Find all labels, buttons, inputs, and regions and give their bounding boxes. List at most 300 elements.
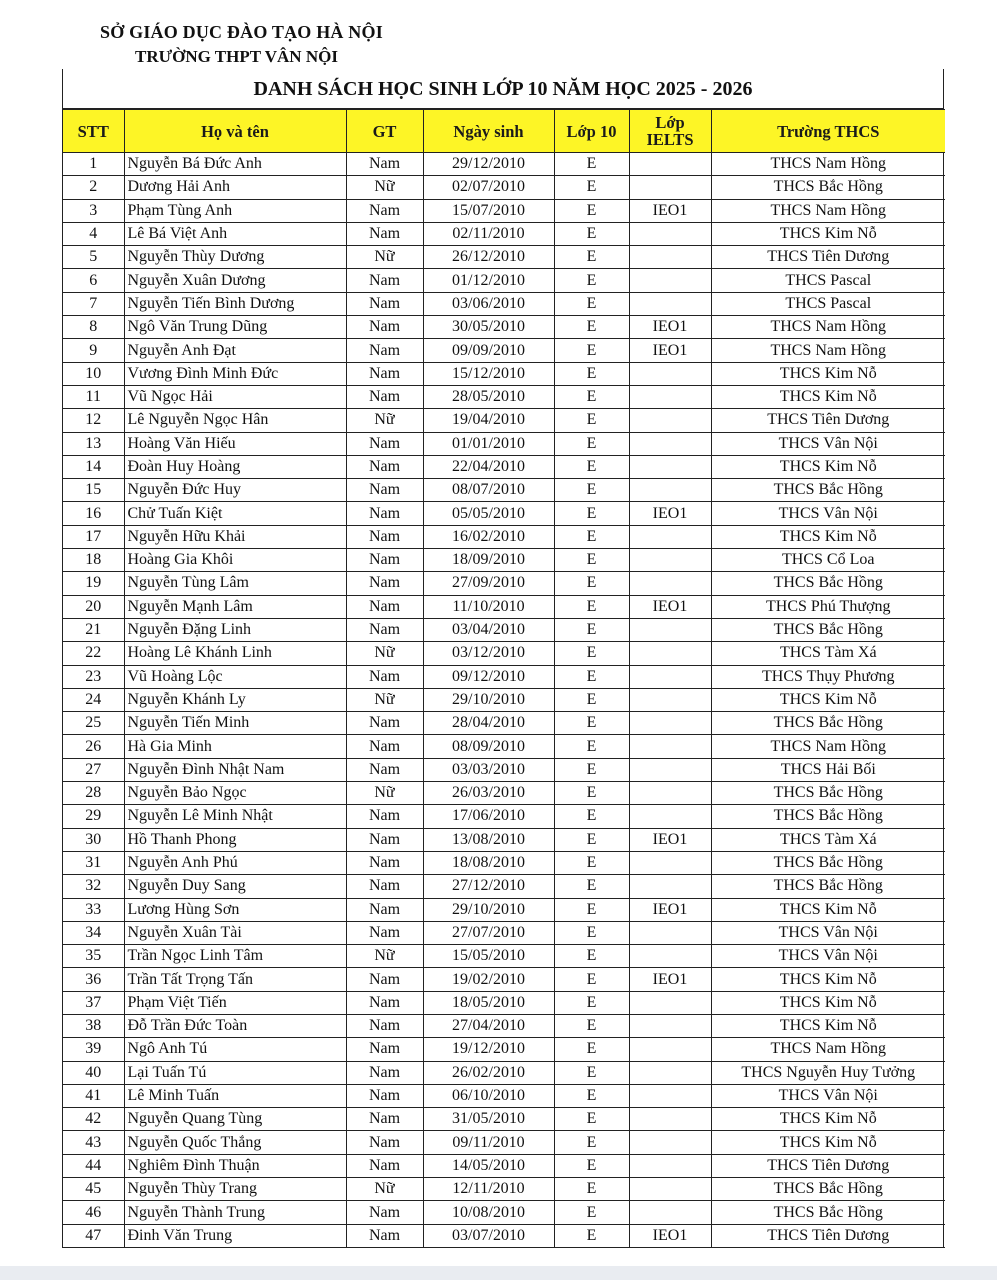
- cell-class: E: [554, 1061, 629, 1084]
- cell-school: THCS Kim Nỗ: [711, 525, 945, 548]
- cell-dob: 22/04/2010: [423, 455, 554, 478]
- cell-ielts: [629, 362, 711, 385]
- cell-school: THCS Bắc Hồng: [711, 712, 945, 735]
- cell-ielts: [629, 176, 711, 199]
- cell-school: THCS Nam Hồng: [711, 199, 945, 222]
- cell-ielts: [629, 1038, 711, 1061]
- table-row: [63, 455, 945, 478]
- cell-dob: 09/12/2010: [423, 665, 554, 688]
- cell-stt: 20: [63, 595, 124, 618]
- cell-school: THCS Kim Nỗ: [711, 1131, 945, 1154]
- col-header-name: Họ và tên: [124, 110, 346, 153]
- cell-dob: 08/09/2010: [423, 735, 554, 758]
- cell-name: Đinh Văn Trung: [124, 1224, 346, 1247]
- cell-stt: 9: [63, 339, 124, 362]
- cell-school: THCS Tiên Dương: [711, 1224, 945, 1247]
- cell-gender: Nam: [346, 828, 423, 851]
- cell-gender: Nam: [346, 1084, 423, 1107]
- cell-dob: 27/07/2010: [423, 921, 554, 944]
- cell-name: Ngô Văn Trung Dũng: [124, 316, 346, 339]
- cell-stt: 10: [63, 362, 124, 385]
- cell-school: THCS Tiên Dương: [711, 409, 945, 432]
- cell-gender: Nam: [346, 758, 423, 781]
- cell-stt: 21: [63, 618, 124, 641]
- cell-ielts: [629, 1084, 711, 1107]
- cell-name: Lại Tuấn Tú: [124, 1061, 346, 1084]
- cell-name: Hà Gia Minh: [124, 735, 346, 758]
- cell-ielts: [629, 222, 711, 245]
- cell-name: Nguyễn Duy Sang: [124, 875, 346, 898]
- table-row: [63, 851, 945, 874]
- cell-class: E: [554, 153, 629, 176]
- cell-name: Lê Nguyễn Ngọc Hân: [124, 409, 346, 432]
- cell-school: THCS Bắc Hồng: [711, 479, 945, 502]
- cell-gender: Nữ: [346, 688, 423, 711]
- table-row: [63, 153, 945, 176]
- cell-stt: 30: [63, 828, 124, 851]
- cell-name: Nguyễn Đặng Linh: [124, 618, 346, 641]
- table-row: [63, 222, 945, 245]
- table-row: [63, 968, 945, 991]
- cell-class: E: [554, 222, 629, 245]
- table-header-row: [63, 110, 945, 153]
- cell-school: THCS Vân Nội: [711, 921, 945, 944]
- cell-dob: 15/07/2010: [423, 199, 554, 222]
- cell-stt: 12: [63, 409, 124, 432]
- cell-class: E: [554, 199, 629, 222]
- cell-ielts: IEO1: [629, 968, 711, 991]
- cell-school: THCS Kim Nỗ: [711, 385, 945, 408]
- table-row: [63, 1178, 945, 1201]
- cell-school: THCS Kim Nỗ: [711, 455, 945, 478]
- cell-class: E: [554, 549, 629, 572]
- cell-ielts: [629, 1014, 711, 1037]
- cell-name: Phạm Việt Tiến: [124, 991, 346, 1014]
- cell-ielts: [629, 1108, 711, 1131]
- cell-gender: Nam: [346, 712, 423, 735]
- cell-stt: 41: [63, 1084, 124, 1107]
- table-row: [63, 945, 945, 968]
- cell-class: E: [554, 618, 629, 641]
- cell-stt: 2: [63, 176, 124, 199]
- cell-dob: 09/09/2010: [423, 339, 554, 362]
- cell-dob: 26/03/2010: [423, 782, 554, 805]
- cell-school: THCS Bắc Hồng: [711, 1201, 945, 1224]
- cell-dob: 03/03/2010: [423, 758, 554, 781]
- cell-class: E: [554, 316, 629, 339]
- col-header-stt: STT: [63, 110, 124, 153]
- cell-class: E: [554, 968, 629, 991]
- cell-stt: 8: [63, 316, 124, 339]
- cell-gender: Nam: [346, 339, 423, 362]
- cell-stt: 22: [63, 642, 124, 665]
- cell-class: E: [554, 945, 629, 968]
- table-row: [63, 316, 945, 339]
- cell-name: Nguyễn Đình Nhật Nam: [124, 758, 346, 781]
- table-row: [63, 828, 945, 851]
- table-row: [63, 339, 945, 362]
- cell-class: E: [554, 735, 629, 758]
- cell-school: THCS Bắc Hồng: [711, 875, 945, 898]
- cell-stt: 4: [63, 222, 124, 245]
- cell-dob: 27/09/2010: [423, 572, 554, 595]
- cell-name: Nguyễn Tùng Lâm: [124, 572, 346, 595]
- department-name: SỞ GIÁO DỤC ĐÀO TẠO HÀ NỘI: [100, 22, 383, 42]
- cell-school: THCS Pascal: [711, 292, 945, 315]
- cell-name: Hoàng Lê Khánh Linh: [124, 642, 346, 665]
- cell-ielts: [629, 409, 711, 432]
- cell-school: THCS Nguyễn Huy Tưởng: [711, 1061, 945, 1084]
- cell-gender: Nữ: [346, 945, 423, 968]
- cell-ielts: [629, 945, 711, 968]
- cell-class: E: [554, 782, 629, 805]
- cell-name: Nghiêm Đình Thuận: [124, 1154, 346, 1177]
- cell-class: E: [554, 851, 629, 874]
- cell-ielts: [629, 292, 711, 315]
- cell-ielts: [629, 455, 711, 478]
- cell-school: THCS Nam Hồng: [711, 339, 945, 362]
- cell-stt: 13: [63, 432, 124, 455]
- table-row: [63, 269, 945, 292]
- cell-dob: 18/09/2010: [423, 549, 554, 572]
- cell-name: Trần Tất Trọng Tấn: [124, 968, 346, 991]
- cell-class: E: [554, 432, 629, 455]
- cell-stt: 43: [63, 1131, 124, 1154]
- cell-ielts: [629, 782, 711, 805]
- cell-ielts: [629, 642, 711, 665]
- cell-gender: Nam: [346, 1014, 423, 1037]
- cell-class: E: [554, 1224, 629, 1247]
- cell-class: E: [554, 595, 629, 618]
- table-row: [63, 1061, 945, 1084]
- cell-ielts: IEO1: [629, 828, 711, 851]
- cell-ielts: [629, 688, 711, 711]
- cell-class: E: [554, 1131, 629, 1154]
- cell-gender: Nam: [346, 1131, 423, 1154]
- cell-dob: 18/05/2010: [423, 991, 554, 1014]
- cell-ielts: IEO1: [629, 1224, 711, 1247]
- cell-gender: Nam: [346, 1201, 423, 1224]
- cell-name: Nguyễn Tiến Bình Dương: [124, 292, 346, 315]
- cell-dob: 27/04/2010: [423, 1014, 554, 1037]
- cell-class: E: [554, 502, 629, 525]
- cell-ielts: [629, 875, 711, 898]
- cell-dob: 26/12/2010: [423, 246, 554, 269]
- cell-name: Nguyễn Quang Tùng: [124, 1108, 346, 1131]
- cell-stt: 46: [63, 1201, 124, 1224]
- table-body: [63, 153, 945, 1248]
- cell-stt: 1: [63, 153, 124, 176]
- cell-ielts: [629, 712, 711, 735]
- cell-gender: Nam: [346, 805, 423, 828]
- col-header-gender: GT: [346, 110, 423, 153]
- cell-stt: 27: [63, 758, 124, 781]
- table-row: [63, 875, 945, 898]
- table-row: [63, 176, 945, 199]
- cell-gender: Nam: [346, 455, 423, 478]
- table-row: [63, 898, 945, 921]
- cell-gender: Nam: [346, 479, 423, 502]
- cell-name: Nguyễn Thùy Trang: [124, 1178, 346, 1201]
- table-row: [63, 688, 945, 711]
- cell-school: THCS Phú Thượng: [711, 595, 945, 618]
- cell-name: Nguyễn Anh Đạt: [124, 339, 346, 362]
- cell-stt: 17: [63, 525, 124, 548]
- cell-gender: Nam: [346, 851, 423, 874]
- cell-class: E: [554, 921, 629, 944]
- cell-dob: 01/12/2010: [423, 269, 554, 292]
- cell-stt: 19: [63, 572, 124, 595]
- cell-name: Nguyễn Đức Huy: [124, 479, 346, 502]
- cell-dob: 02/07/2010: [423, 176, 554, 199]
- table-row: [63, 385, 945, 408]
- cell-school: THCS Kim Nỗ: [711, 688, 945, 711]
- cell-name: Hoàng Gia Khôi: [124, 549, 346, 572]
- cell-gender: Nam: [346, 222, 423, 245]
- table-row: [63, 502, 945, 525]
- cell-class: E: [554, 246, 629, 269]
- cell-gender: Nam: [346, 1154, 423, 1177]
- cell-dob: 03/07/2010: [423, 1224, 554, 1247]
- col-header-class: Lớp 10: [554, 110, 629, 153]
- cell-stt: 16: [63, 502, 124, 525]
- cell-gender: Nam: [346, 153, 423, 176]
- cell-name: Nguyễn Xuân Tài: [124, 921, 346, 944]
- cell-gender: Nam: [346, 549, 423, 572]
- cell-name: Nguyễn Quốc Thắng: [124, 1131, 346, 1154]
- cell-gender: Nữ: [346, 1178, 423, 1201]
- table-row: [63, 782, 945, 805]
- col-header-ielts: [629, 110, 711, 153]
- cell-name: Nguyễn Bá Đức Anh: [124, 153, 346, 176]
- table-row: [63, 642, 945, 665]
- cell-ielts: [629, 1154, 711, 1177]
- table-row: [63, 665, 945, 688]
- cell-school: THCS Bắc Hồng: [711, 1178, 945, 1201]
- cell-name: Nguyễn Thùy Dương: [124, 246, 346, 269]
- col-header-dob: Ngày sinh: [423, 110, 554, 153]
- cell-class: E: [554, 362, 629, 385]
- cell-class: E: [554, 1108, 629, 1131]
- cell-class: E: [554, 525, 629, 548]
- table-row: [63, 549, 945, 572]
- cell-name: Phạm Tùng Anh: [124, 199, 346, 222]
- cell-name: Nguyễn Thành Trung: [124, 1201, 346, 1224]
- cell-school: THCS Kim Nỗ: [711, 362, 945, 385]
- cell-dob: 18/08/2010: [423, 851, 554, 874]
- cell-dob: 27/12/2010: [423, 875, 554, 898]
- cell-ielts: [629, 572, 711, 595]
- cell-name: Chử Tuấn Kiệt: [124, 502, 346, 525]
- table-row: [63, 595, 945, 618]
- cell-stt: 47: [63, 1224, 124, 1247]
- cell-class: E: [554, 385, 629, 408]
- cell-gender: Nữ: [346, 642, 423, 665]
- cell-class: E: [554, 805, 629, 828]
- cell-school: THCS Nam Hồng: [711, 153, 945, 176]
- cell-gender: Nam: [346, 1224, 423, 1247]
- cell-class: E: [554, 572, 629, 595]
- cell-dob: 05/05/2010: [423, 502, 554, 525]
- cell-school: THCS Hải Bối: [711, 758, 945, 781]
- table-row: [63, 618, 945, 641]
- cell-dob: 03/04/2010: [423, 618, 554, 641]
- cell-name: Nguyễn Mạnh Lâm: [124, 595, 346, 618]
- cell-class: E: [554, 1038, 629, 1061]
- table-row: [63, 1084, 945, 1107]
- cell-name: Lê Minh Tuấn: [124, 1084, 346, 1107]
- cell-school: THCS Thụy Phương: [711, 665, 945, 688]
- cell-name: Nguyễn Khánh Ly: [124, 688, 346, 711]
- cell-school: THCS Nam Hồng: [711, 735, 945, 758]
- cell-stt: 15: [63, 479, 124, 502]
- table-row: [63, 758, 945, 781]
- cell-gender: Nam: [346, 362, 423, 385]
- cell-dob: 28/04/2010: [423, 712, 554, 735]
- cell-dob: 19/04/2010: [423, 409, 554, 432]
- cell-gender: Nam: [346, 502, 423, 525]
- cell-ielts: [629, 805, 711, 828]
- cell-dob: 26/02/2010: [423, 1061, 554, 1084]
- cell-stt: 45: [63, 1178, 124, 1201]
- cell-dob: 09/11/2010: [423, 1131, 554, 1154]
- cell-stt: 14: [63, 455, 124, 478]
- cell-dob: 12/11/2010: [423, 1178, 554, 1201]
- cell-ielts: [629, 665, 711, 688]
- cell-gender: Nam: [346, 199, 423, 222]
- cell-ielts: [629, 479, 711, 502]
- cell-name: Vương Đình Minh Đức: [124, 362, 346, 385]
- cell-class: E: [554, 479, 629, 502]
- cell-class: E: [554, 1084, 629, 1107]
- cell-name: Lương Hùng Sơn: [124, 898, 346, 921]
- cell-school: THCS Tàm Xá: [711, 828, 945, 851]
- cell-name: Nguyễn Hữu Khải: [124, 525, 346, 548]
- table-row: [63, 805, 945, 828]
- cell-school: THCS Kim Nỗ: [711, 1014, 945, 1037]
- cell-class: E: [554, 828, 629, 851]
- cell-class: E: [554, 758, 629, 781]
- cell-ielts: [629, 432, 711, 455]
- cell-name: Dương Hải Anh: [124, 176, 346, 199]
- cell-class: E: [554, 898, 629, 921]
- cell-gender: Nam: [346, 1061, 423, 1084]
- cell-dob: 03/06/2010: [423, 292, 554, 315]
- cell-class: E: [554, 269, 629, 292]
- cell-dob: 19/02/2010: [423, 968, 554, 991]
- cell-dob: 15/12/2010: [423, 362, 554, 385]
- cell-gender: Nam: [346, 432, 423, 455]
- cell-dob: 29/10/2010: [423, 898, 554, 921]
- cell-class: E: [554, 1201, 629, 1224]
- table-row: [63, 1154, 945, 1177]
- cell-school: THCS Bắc Hồng: [711, 782, 945, 805]
- cell-dob: 11/10/2010: [423, 595, 554, 618]
- cell-stt: 35: [63, 945, 124, 968]
- cell-ielts: IEO1: [629, 316, 711, 339]
- cell-stt: 32: [63, 875, 124, 898]
- table-row: [63, 199, 945, 222]
- cell-stt: 7: [63, 292, 124, 315]
- cell-gender: Nam: [346, 735, 423, 758]
- cell-class: E: [554, 1014, 629, 1037]
- cell-dob: 29/12/2010: [423, 153, 554, 176]
- school-name: TRƯỜNG THPT VÂN NỘI: [135, 47, 338, 66]
- cell-name: Ngô Anh Tú: [124, 1038, 346, 1061]
- cell-school: THCS Pascal: [711, 269, 945, 292]
- cell-name: Hồ Thanh Phong: [124, 828, 346, 851]
- cell-stt: 33: [63, 898, 124, 921]
- cell-class: E: [554, 688, 629, 711]
- cell-ielts: IEO1: [629, 339, 711, 362]
- cell-gender: Nam: [346, 665, 423, 688]
- cell-gender: Nam: [346, 991, 423, 1014]
- cell-stt: 3: [63, 199, 124, 222]
- cell-gender: Nam: [346, 292, 423, 315]
- cell-dob: 31/05/2010: [423, 1108, 554, 1131]
- cell-ielts: [629, 1178, 711, 1201]
- cell-gender: Nữ: [346, 409, 423, 432]
- cell-name: Đoàn Huy Hoàng: [124, 455, 346, 478]
- table-row: [63, 246, 945, 269]
- cell-ielts: [629, 549, 711, 572]
- cell-school: THCS Kim Nỗ: [711, 898, 945, 921]
- cell-ielts: [629, 246, 711, 269]
- col-header-ielts-line1: Lớp: [655, 113, 685, 132]
- cell-stt: 44: [63, 1154, 124, 1177]
- cell-gender: Nam: [346, 1108, 423, 1131]
- cell-name: Đỗ Trần Đức Toàn: [124, 1014, 346, 1037]
- table-row: [63, 921, 945, 944]
- cell-gender: Nam: [346, 572, 423, 595]
- cell-class: E: [554, 1178, 629, 1201]
- cell-ielts: [629, 991, 711, 1014]
- cell-dob: 08/07/2010: [423, 479, 554, 502]
- cell-stt: 38: [63, 1014, 124, 1037]
- table-row: [63, 1038, 945, 1061]
- cell-gender: Nam: [346, 385, 423, 408]
- cell-school: THCS Bắc Hồng: [711, 618, 945, 641]
- cell-ielts: [629, 385, 711, 408]
- table-row: [63, 1131, 945, 1154]
- cell-stt: 42: [63, 1108, 124, 1131]
- cell-stt: 31: [63, 851, 124, 874]
- cell-stt: 23: [63, 665, 124, 688]
- cell-name: Nguyễn Xuân Dương: [124, 269, 346, 292]
- cell-name: Vũ Ngọc Hải: [124, 385, 346, 408]
- table-row: [63, 479, 945, 502]
- cell-dob: 30/05/2010: [423, 316, 554, 339]
- table-row: [63, 1108, 945, 1131]
- cell-name: Hoàng Văn Hiếu: [124, 432, 346, 455]
- cell-dob: 03/12/2010: [423, 642, 554, 665]
- cell-class: E: [554, 176, 629, 199]
- col-header-school: Trường THCS: [711, 110, 945, 153]
- table-row: [63, 712, 945, 735]
- cell-stt: 6: [63, 269, 124, 292]
- cell-ielts: IEO1: [629, 898, 711, 921]
- cell-gender: Nam: [346, 921, 423, 944]
- cell-school: THCS Vân Nội: [711, 945, 945, 968]
- cell-stt: 37: [63, 991, 124, 1014]
- cell-gender: Nữ: [346, 176, 423, 199]
- cell-dob: 02/11/2010: [423, 222, 554, 245]
- cell-ielts: [629, 1201, 711, 1224]
- cell-school: THCS Bắc Hồng: [711, 805, 945, 828]
- cell-ielts: [629, 1131, 711, 1154]
- table-row: [63, 991, 945, 1014]
- cell-school: THCS Vân Nội: [711, 1084, 945, 1107]
